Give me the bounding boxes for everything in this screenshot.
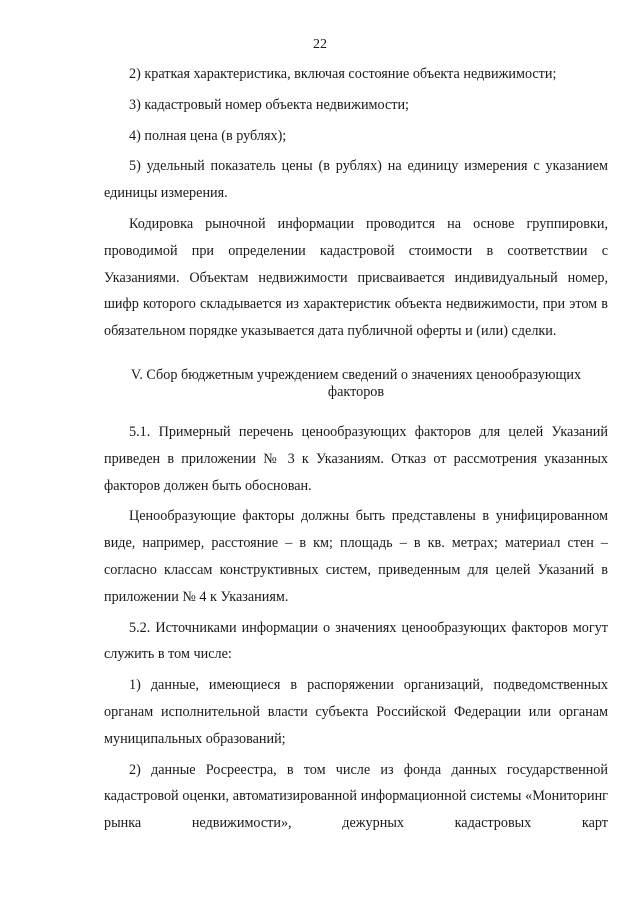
paragraph: Ценообразующие факторы должны быть представлены в унифицированном виде, например, расстояние – в км; площадь – в кв. метрах; материал стен – согласно классам конструктивных систем, приведенным для целей Указаний в приложении № 4 к Указаниям. bbox=[104, 508, 608, 605]
section-heading-line1: V. Сбор бюджетным учреждением сведений о значениях ценообразующих bbox=[130, 366, 582, 383]
paragraph: 5.2. Источниками информации о значениях ценообразующих факторов могут служить в том числе: bbox=[104, 619, 608, 663]
list-item: 2) краткая характеристика, включая состояние объекта недвижимости; bbox=[129, 66, 557, 82]
list-item: 5) удельный показатель цены (в рублях) на единицу измерения с указанием единицы измерения. bbox=[104, 158, 608, 202]
paragraph: 2) данные Росреестра, в том числе из фонда данных государственной кадастровой оценки, автоматизированной информационной системы «Мониторинг рынка недвижимости», дежурных кадастровых карт bbox=[104, 761, 608, 832]
section-heading bbox=[104, 367, 608, 401]
coding-paragraph: Кодировка рыночной информации проводится на основе группировки, проводимой при определении кадастровой стоимости в соответствии с Указаниями. Объектам недвижимости присваивается индивидуальный номер, шифр которого складывается из характеристик объекта недвижимости, при этом в обязательном порядке указывается дата публичной оферты и (или) сделки. bbox=[104, 215, 608, 340]
paragraph: 5.1. Примерный перечень ценообразующих факторов для целей Указаний приведен в приложении № 3 к Указаниям. Отказ от рассмотрения указанных факторов должен быть обоснован. bbox=[104, 423, 608, 494]
document-body bbox=[104, 61, 608, 837]
list-item: 3) кадастровый номер объекта недвижимости; bbox=[129, 96, 409, 113]
paragraph: 1) данные, имеющиеся в распоряжении организаций, подведомственных органам исполнительной власти субъекта Российской Федерации или органам муниципальных образований; bbox=[104, 677, 608, 747]
list-item: 4) полная цена (в рублях); bbox=[129, 127, 287, 144]
page-number: 22 bbox=[313, 37, 327, 52]
section-heading-line2: факторов bbox=[327, 383, 385, 400]
